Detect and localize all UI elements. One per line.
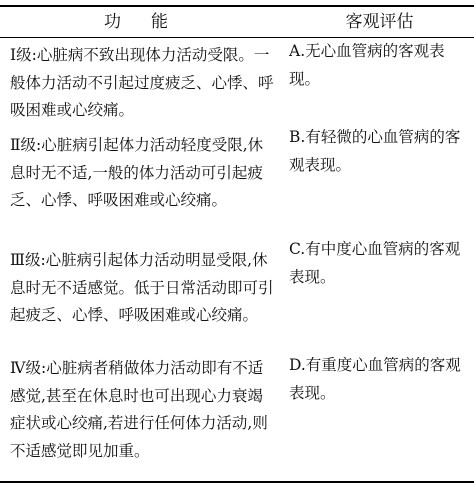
header-function: 功能	[104, 12, 198, 32]
header-evaluation: 客观评估	[345, 12, 414, 32]
function-grade-1: Ⅰ级:心脏病不致出现体力活动受限。一般体力活动不引起过度疲乏、心悸、呼吸困难或心绞痛。	[10, 46, 274, 119]
evaluation-d: D.有重度心血管病的客观表现。	[289, 356, 461, 402]
function-grade-2: Ⅱ级:心脏病引起体力活动轻度受限,休息时无不适,一般的体力活动可引起疲乏、心悸、呼吸困难或心绞痛。	[10, 136, 264, 209]
function-grade-3: Ⅲ级:心脏病引起体力活动明显受限,休息时无不适感觉。低于日常活动即可引起疲乏、心悸、呼吸困难或心绞痛。	[10, 251, 274, 324]
function-grade-4: Ⅳ级:心脏病者稍做体力活动即有不适感觉,甚至在休息时也可出现心力衰竭症状或心绞痛,若进行任何体力活动,则不适感觉即见加重。	[10, 359, 268, 460]
table-bottom-rule	[0, 481, 474, 483]
evaluation-a: A.无心血管病的客观表现。	[289, 42, 445, 88]
evaluation-c: C.有中度心血管病的客观表现。	[289, 240, 461, 286]
table-top-rule	[0, 5, 474, 7]
evaluation-b: B.有轻微的心血管病的客观表现。	[289, 128, 461, 174]
